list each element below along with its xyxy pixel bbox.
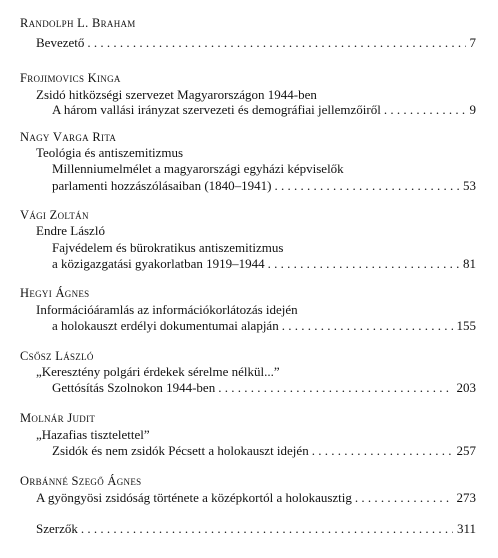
toc-line-title: A gyöngyösi zsidóság története a középkortól a holokausztig bbox=[36, 490, 352, 505]
toc-page-number: 203 bbox=[456, 380, 476, 395]
toc-dot-leader bbox=[355, 490, 453, 506]
toc-line-title: Zsidók és nem zsidók Pécsett a holokauszt idején bbox=[52, 443, 309, 458]
toc-line-title: parlamenti hozzászólásaiban (1840–1941) bbox=[52, 178, 272, 193]
toc-line bbox=[52, 318, 476, 334]
toc-line: „Hazafias tisztelettel” bbox=[36, 427, 150, 442]
toc-page-number: 81 bbox=[463, 256, 476, 271]
toc-line: Teológia és antiszemitizmus bbox=[36, 145, 184, 160]
toc-line bbox=[52, 178, 476, 194]
toc-dot-leader bbox=[87, 35, 465, 51]
toc-author: Csősz László bbox=[20, 349, 94, 363]
toc-dot-leader bbox=[218, 380, 452, 396]
toc-author: Hegyi Ágnes bbox=[20, 286, 90, 300]
toc-author: Frojimovics Kinga bbox=[20, 71, 121, 85]
toc-author: Vági Zoltán bbox=[20, 208, 89, 222]
toc-line bbox=[52, 443, 476, 459]
toc-line-title: Szerzők bbox=[36, 521, 78, 536]
toc-line: Információáramlás az információkorlátozás idején bbox=[36, 302, 298, 317]
toc-line-title: Bevezető bbox=[36, 35, 85, 50]
toc-line bbox=[52, 102, 476, 118]
toc-page-number: 273 bbox=[456, 490, 476, 505]
toc-page-number: 257 bbox=[456, 443, 476, 458]
toc-line: Endre László bbox=[36, 223, 105, 238]
toc-line bbox=[52, 256, 476, 272]
toc-author: Orbánné Szegő Ágnes bbox=[20, 474, 142, 488]
toc-author: Molnár Judit bbox=[20, 411, 96, 425]
toc-page-number: 7 bbox=[469, 35, 476, 50]
toc-dot-leader bbox=[81, 521, 453, 537]
toc-line: Millenniumelmélet a magyarországi egyházi képviselők bbox=[52, 161, 344, 176]
toc-dot-leader bbox=[268, 256, 459, 272]
toc-dot-leader bbox=[282, 318, 453, 334]
toc-page-number: 53 bbox=[463, 178, 476, 193]
toc-line bbox=[52, 380, 476, 396]
toc-line-title: a holokauszt erdélyi dokumentumai alapján bbox=[52, 318, 279, 333]
toc-line-title: a közigazgatási gyakorlatban 1919–1944 bbox=[52, 256, 265, 271]
toc-line-title: A három vallási irányzat szervezeti és demográfiai jellemzőiről bbox=[52, 102, 381, 117]
toc-dot-leader bbox=[312, 443, 453, 459]
toc-line bbox=[36, 490, 476, 506]
toc-line-title: Gettósítás Szolnokon 1944-ben bbox=[52, 380, 216, 395]
toc-page-number: 9 bbox=[469, 102, 476, 117]
toc-page-number: 155 bbox=[456, 318, 476, 333]
toc-author: Randolph L. Braham bbox=[20, 16, 136, 30]
toc-dot-leader bbox=[384, 102, 466, 118]
toc-line bbox=[36, 35, 476, 51]
toc-line: „Keresztény polgári érdekek sérelme nélkül...” bbox=[36, 364, 280, 379]
toc-line: Fajvédelem és bürokratikus antiszemitizmus bbox=[52, 240, 284, 255]
toc-line bbox=[36, 521, 476, 537]
toc-line: Zsidó hitközségi szervezet Magyarországon 1944-ben bbox=[36, 87, 317, 102]
toc-page-number: 311 bbox=[456, 521, 476, 536]
toc-dot-leader bbox=[274, 178, 459, 194]
toc-author: Nagy Varga Rita bbox=[20, 130, 117, 144]
